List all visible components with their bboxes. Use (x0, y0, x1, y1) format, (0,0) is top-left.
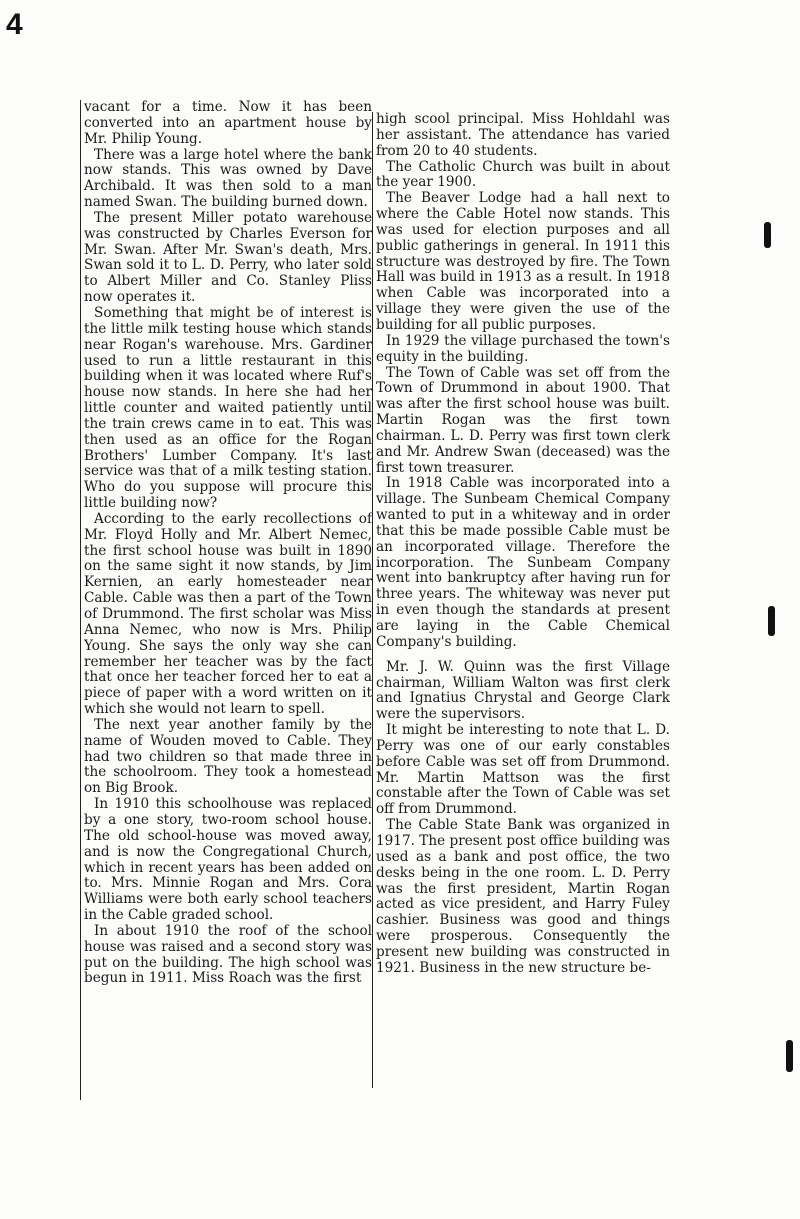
paragraph: The Cable State Bank was organized in 1917. The present post office building was used as a bank and post office, the two desks being in the one room. L. D. Perry was the first president, Martin Rogan acted as vice president, and Harry Fuley cashier. Business was good and things were prosperous. Consequently the present new building was constructed in 1921. Business in the new structure be- (376, 817, 670, 976)
page-number: 4 (6, 8, 23, 41)
paragraph: Something that might be of interest is the little milk testing house which stands near Rogan's warehouse. Mrs. Gardiner used to run a little restaurant in this building when it was located where Ruf's house now stands. In here she had her little counter and waited patiently until the train crews came in to eat. This was then used as an office for the Rogan Brothers' Lumber Company. It's last service was that of a milk testing station. Who do you suppose will procure this little building now? (84, 304, 372, 512)
left-column (80, 100, 372, 1100)
paragraph: The Town of Cable was set off from the Town of Drummond in about 1900. That was after the first school house was built. Martin Rogan was the first town chairman. L. D. Perry was first town clerk and Mr. Andrew Swan (deceased) was the first town treasurer. (376, 364, 670, 476)
paragraph: It might be interesting to note that L. D. Perry was one of our early constables before Cable was set off from Drummond. Mr. Martin Mattson was the first constable after the Town of Cable was set off from Drummond. (376, 722, 670, 818)
paragraph: Mr. J. W. Quinn was the first Village chairman, William Walton was first clerk and Ignatius Chrystal and George Clark were the supervisors. (376, 658, 670, 723)
paragraph: In 1910 this schoolhouse was replaced by a one story, two-room school house. The old school-house was moved away, and is now the Congregational Church, which in recent years has been added on to. Mrs. Minnie Rogan and Mrs. Cora Williams were both early school teachers in the Cable graded school. (84, 796, 372, 924)
paragraph: vacant for a time. Now it has been converted into an apartment house by Mr. Philip Young. (84, 99, 372, 147)
paragraph: The Beaver Lodge had a hall next to where the Cable Hotel now stands. This was used for election purposes and all public gatherings in general. In 1911 this structure was destroyed by fire. The Town Hall was build in 1913 as a result. In 1918 when Cable was incorporated into a village they were given the use of the building for all public purposes. (376, 190, 670, 333)
paragraph: In 1918 Cable was incorporated into a village. The Sunbeam Chemical Company wanted to put in a whiteway and in order that this be made possible Cable must be an incorporated village. Therefore the incorporation. The Sunbeam Company went into bankruptcy after having run for three years. The whiteway was never put in even though the standards at present are laying in the Cable Chemical Company's building. (376, 475, 670, 650)
paragraph: The present Miller potato warehouse was constructed by Charles Everson for Mr. Swan. After Mr. Swan's death, Mrs. Swan sold it to L. D. Perry, who later sold to Albert Miller and Co. Stanley Pliss now operates it. (84, 209, 372, 306)
right-column (372, 112, 670, 1088)
paragraph: In 1929 the village purchased the town's equity in the building. (376, 332, 670, 365)
paragraph: The Catholic Church was built in about the year 1900. (376, 158, 670, 191)
paragraph: The next year another family by the name of Wouden moved to Cable. They had two children so that made three in the schoolroom. They took a homestead on Big Brook. (84, 716, 372, 797)
scan-edge-mark (786, 1040, 793, 1072)
scan-edge-mark (764, 222, 771, 248)
paragraph: According to the early recollections of Mr. Floyd Holly and Mr. Albert Nemec, the first school house was built in 1890 on the same sight it now stands, by Jim Kernien, an early homesteader near Cable. Cable was then a part of the Town of Drummond. The first scholar was Miss Anna Nemec, who now is Mrs. Philip Young. She says the only way she can remember her teacher was by the fact that once her teacher forced her to eat a piece of paper with a word written on it which she would not learn to spell. (84, 510, 372, 718)
scan-edge-mark (768, 606, 775, 636)
paragraph: high scool principal. Miss Hohldahl was her assistant. The attendance has varied from 20 to 40 students. (376, 111, 670, 159)
paragraph: In about 1910 the roof of the school house was raised and a second story was put on the building. The high school was begun in 1911. Miss Roach was the first (84, 922, 372, 987)
paragraph: There was a large hotel where the bank now stands. This was owned by Dave Archibald. It was then sold to a man named Swan. The building burned down. (84, 146, 372, 211)
